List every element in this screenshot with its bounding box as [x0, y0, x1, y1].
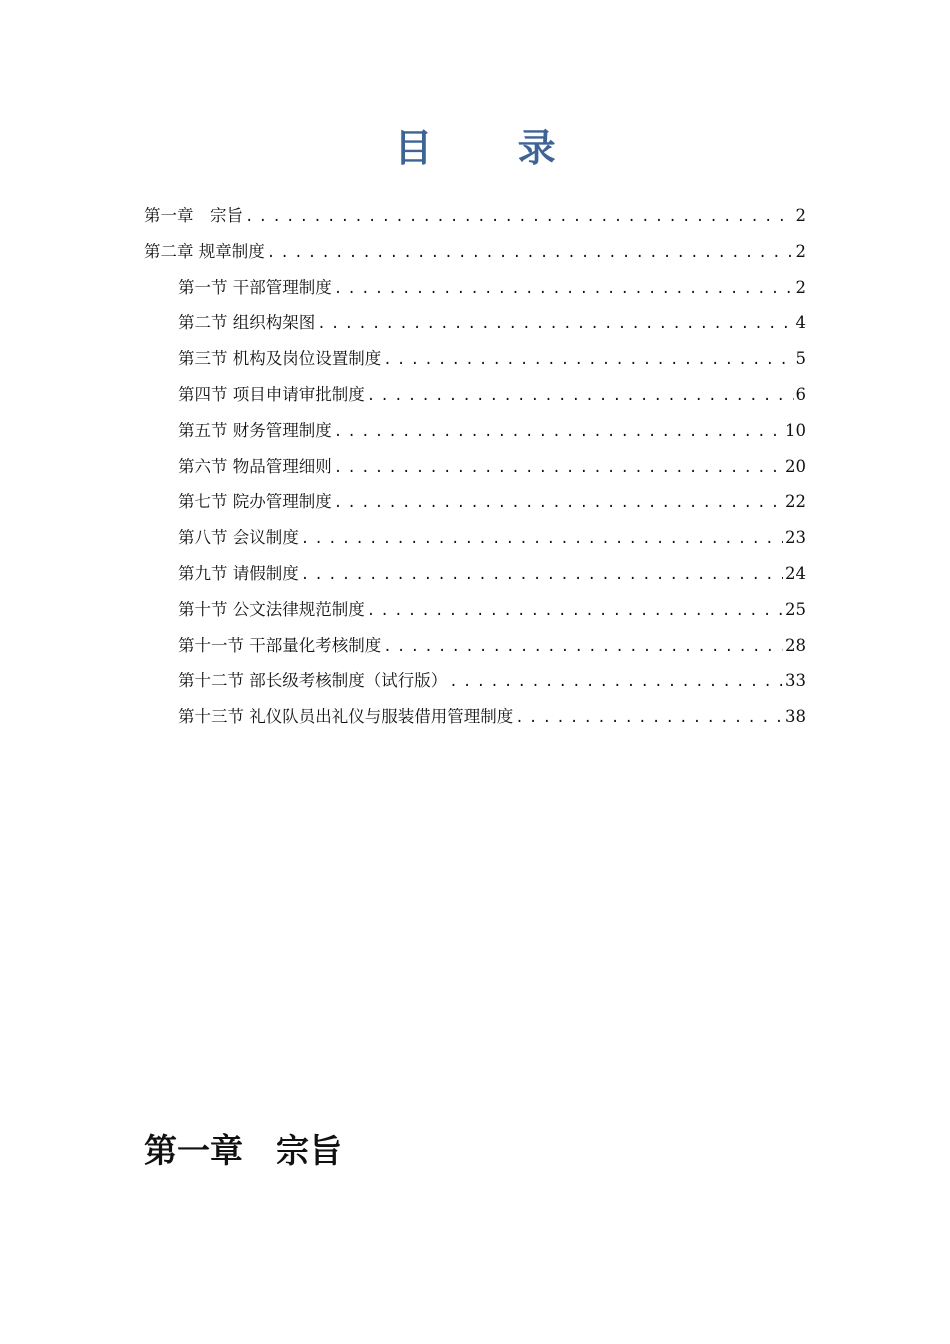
toc-entry[interactable] [144, 377, 806, 413]
toc-entry-page: 28 [785, 635, 806, 655]
toc-entry[interactable] [144, 663, 806, 699]
toc-dot-leader [449, 665, 783, 701]
chapter-heading: 第一章 宗旨 [144, 1131, 342, 1170]
toc-entry[interactable] [144, 270, 806, 306]
toc-entry-label: 第三节 机构及岗位设置制度 [178, 349, 382, 369]
toc-title: 目 录 [394, 125, 592, 170]
toc-entry-label: 第五节 财务管理制度 [178, 420, 332, 440]
toc-entry[interactable] [144, 484, 806, 520]
toc-dot-leader [334, 486, 783, 522]
toc-entry-label: 第十三节 礼仪队员出礼仪与服装借用管理制度 [178, 707, 514, 727]
toc-dot-leader [267, 236, 794, 272]
toc-entry[interactable] [144, 699, 806, 735]
toc-entry[interactable] [144, 556, 806, 592]
toc-entry-label: 第二节 组织构架图 [178, 313, 316, 333]
toc-entry-page: 2 [795, 277, 806, 297]
toc-dot-leader [245, 200, 794, 236]
toc-dot-leader [515, 701, 783, 737]
toc-entry-label: 第九节 请假制度 [178, 563, 299, 583]
toc-entry-page: 38 [785, 707, 806, 727]
toc-entry-page: 24 [785, 563, 806, 583]
toc-entry[interactable] [144, 628, 806, 664]
toc-entry-page: 25 [785, 599, 806, 619]
toc-dot-leader [301, 522, 783, 558]
toc-entry[interactable] [144, 341, 806, 377]
toc-entry-label: 第一章 宗旨 [144, 206, 243, 225]
toc-entry-page: 2 [795, 241, 806, 261]
toc-entry[interactable] [144, 449, 806, 485]
toc-dot-leader [367, 379, 794, 415]
toc-entry-label: 第四节 项目申请审批制度 [178, 384, 365, 404]
toc-entry-page: 4 [795, 313, 806, 333]
toc-entry[interactable] [144, 198, 806, 234]
toc-dot-leader [301, 558, 783, 594]
toc-entry-page: 33 [785, 671, 806, 691]
toc-entry-label: 第六节 物品管理细则 [178, 456, 332, 476]
toc-entry-label: 第十节 公文法律规范制度 [178, 599, 365, 619]
toc-entry-page: 6 [795, 384, 806, 404]
toc-entry-page: 10 [785, 420, 806, 440]
toc-dot-leader [367, 594, 783, 630]
toc-entry-page: 23 [785, 528, 806, 548]
toc-entry-page: 20 [785, 456, 806, 476]
toc-entry-page: 2 [795, 206, 806, 225]
toc-dot-leader [317, 307, 793, 343]
toc-dot-leader [383, 630, 783, 666]
table-of-contents [144, 198, 806, 735]
toc-entry[interactable] [144, 592, 806, 628]
toc-entry-label: 第一节 干部管理制度 [178, 277, 332, 297]
toc-entry-label: 第八节 会议制度 [178, 528, 299, 548]
toc-entry-label: 第十二节 部长级考核制度（试行版） [178, 671, 448, 691]
toc-dot-leader [334, 415, 783, 451]
toc-entry-page: 22 [785, 492, 806, 512]
toc-entry[interactable] [144, 305, 806, 341]
toc-dot-leader [334, 451, 783, 487]
toc-entry[interactable] [144, 234, 806, 270]
toc-entry[interactable] [144, 520, 806, 556]
toc-dot-leader [383, 343, 793, 379]
toc-entry-label: 第十一节 干部量化考核制度 [178, 635, 382, 655]
toc-entry-page: 5 [795, 349, 806, 369]
toc-entry-label: 第七节 院办管理制度 [178, 492, 332, 512]
toc-entry[interactable] [144, 413, 806, 449]
toc-entry-label: 第二章 规章制度 [144, 241, 265, 261]
toc-dot-leader [334, 272, 794, 308]
